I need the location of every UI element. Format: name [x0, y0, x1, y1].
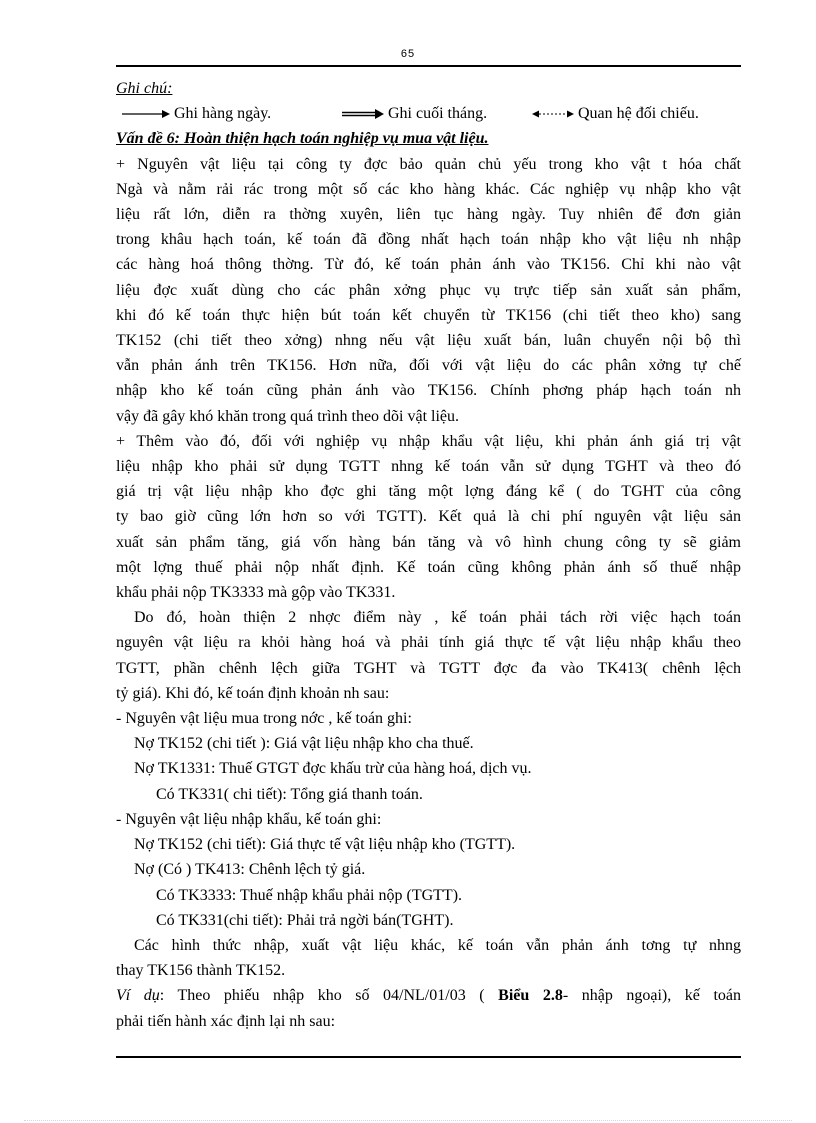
entry-line: Nợ TK152 (chi tiết): Giá thực tế vật liệu nhập kho (TGTT). [134, 836, 516, 854]
entry-line: Có TK331( chi tiết): Tổng giá thanh toán. [156, 785, 423, 803]
entry-line: Nợ (Có ) TK413: Chênh lệch tỷ giá. [134, 861, 366, 879]
legend-daily-label: Ghi hàng ngày. [174, 105, 272, 123]
body-line: thay TK156 thành TK152. [116, 962, 286, 980]
example-bold-ref: Biểu 2.8 [498, 987, 563, 1005]
legend-title: Ghi chú: [116, 80, 173, 97]
body-line: vẫn phản ánh trên TK156. Hơn nữa, đối với vật liệu do các phân xởng tự chế [116, 357, 741, 375]
legend-cross-check-label: Quan hệ đối chiếu. [578, 105, 699, 123]
entry-line: Nợ TK152 (chi tiết ): Giá vật liệu nhập kho cha thuế. [134, 735, 474, 753]
header-rule [116, 65, 741, 67]
body-line: liệu nhập kho phải sử dụng TGTT nhng kế toán vẫn sử dụng TGHT và theo đó [116, 458, 741, 476]
page-bottom-edge [24, 1120, 792, 1121]
body-line: một lợng thuế phải nộp nhất định. Kế toán cũng không phản ánh số thuế nhập [116, 558, 741, 576]
body-line: nhập kho kế toán cũng phản ánh vào TK156. Chính phơng pháp hạch toán nh [116, 382, 741, 400]
body-line: khi đó kế toán thực hiện bút toán kết chuyển từ TK156 (chi tiết theo kho) sang [116, 306, 741, 324]
page-content [116, 76, 741, 1034]
entry-line: Có TK3333: Thuế nhập khẩu phải nộp (TGTT). [156, 886, 463, 904]
example-last-line: phải tiến hành xác định lại nh sau: [116, 1012, 336, 1030]
example-label: Ví dụ [116, 987, 160, 1005]
body-line: liệu rất lớn, diễn ra thờng xuyên, liên tục hàng ngày. Tuy nhiên để đơn giản [116, 206, 741, 224]
page-number: 65 [400, 48, 416, 60]
body-line: Do đó, hoàn thiện 2 nhợc điểm này , kế toán phải tách rời việc hạch toán [134, 609, 741, 627]
body-line: - Nguyên vật liệu nhập khẩu, kế toán ghi: [116, 810, 382, 828]
footer-rule [116, 1056, 741, 1058]
section-heading-text: : Hoàn thiện hạch toán nghiệp vụ mua vật liệu. [174, 130, 489, 148]
section-heading-label: Vấn đề 6 [116, 130, 175, 148]
example-text-after: - nhập ngoại), kế toán [562, 987, 742, 1005]
body-line: liệu đợc xuất dùng cho các phân xởng phục vụ trực tiếp sản xuất sản phẩm, [116, 281, 741, 299]
legend-cross-check [532, 101, 699, 126]
section-heading [116, 126, 741, 151]
body-line: TGTT, phần chênh lệch giữa TGHT và TGTT đợc đa vào TK413( chênh lệch [116, 659, 741, 677]
legend-title-line [116, 76, 741, 101]
body-line: + Thêm vào đó, đối với nghiệp vụ nhập khẩu vật liệu, khi phản ánh giá trị vật [116, 432, 741, 450]
legend-row [116, 101, 741, 126]
body-line: + Nguyên vật liệu tại công ty đợc bảo quản chủ yếu trong kho vật t hóa chất [116, 155, 741, 173]
body-line: các hàng hoá thông thờng. Từ đó, kế toán phản ánh vào TK156. Chỉ khi nào vật [116, 256, 741, 274]
two-way-dashed-arrow-icon [532, 109, 574, 119]
body-line: xuất sản phẩm tăng, giá vốn hàng bán tăng và vô hình chung công ty sẽ giảm [116, 533, 741, 551]
entry-line: Có TK331(chi tiết): Phải trả ngời bán(TGHT). [156, 911, 454, 929]
legend-month-end-label: Ghi cuối tháng. [388, 105, 488, 123]
body-line: ty bao giờ cũng lớn hơn so với TGTT). Kết quả là chi phí nguyên vật liệu sản [116, 508, 741, 526]
body-line: - Nguyên vật liệu mua trong nớc , kế toán ghi: [116, 710, 412, 728]
legend-month-end [342, 101, 532, 126]
body-line: Ngà và nằm rải rác trong một số các kho hàng khác. Các nghiệp vụ nhập kho vật [116, 180, 741, 198]
body-line: giá trị vật liệu nhập kho đợc ghi tăng một lợng đáng kể ( do TGHT của công [116, 483, 741, 501]
body-line: khẩu phải nộp TK3333 mà gộp vào TK331. [116, 584, 396, 602]
body-line: Các hình thức nhập, xuất vật liệu khác, kế toán vẫn phản ánh tơng tự nhng [134, 936, 741, 954]
body-line: nguyên vật liệu ra khỏi hàng hoá và phải tính giá thực tế vật liệu nhập khẩu theo [116, 634, 741, 652]
double-arrow-icon [342, 109, 384, 119]
thin-arrow-icon [122, 109, 170, 119]
body-line: trong khâu hạch toán, kế toán đã đồng nhất hạch toán nhập kho vật liệu nh nhập [116, 231, 741, 249]
body-line: vậy đã gây khó khăn trong quá trình theo dõi vật liệu. [116, 407, 460, 425]
legend-daily [122, 101, 342, 126]
example-text-before: : Theo phiếu nhập kho số 04/NL/01/03 ( [159, 987, 485, 1005]
body-line: TK152 (chi tiết theo xởng) nhng nếu vật liệu xuất bán, luân chuyển nội bộ thì [116, 332, 741, 350]
entry-line: Nợ TK1331: Thuế GTGT đợc khấu trừ của hàng hoá, dịch vụ. [134, 760, 532, 778]
body-line: tỷ giá). Khi đó, kế toán định khoản nh sau: [116, 684, 390, 702]
example-line [116, 983, 741, 1008]
